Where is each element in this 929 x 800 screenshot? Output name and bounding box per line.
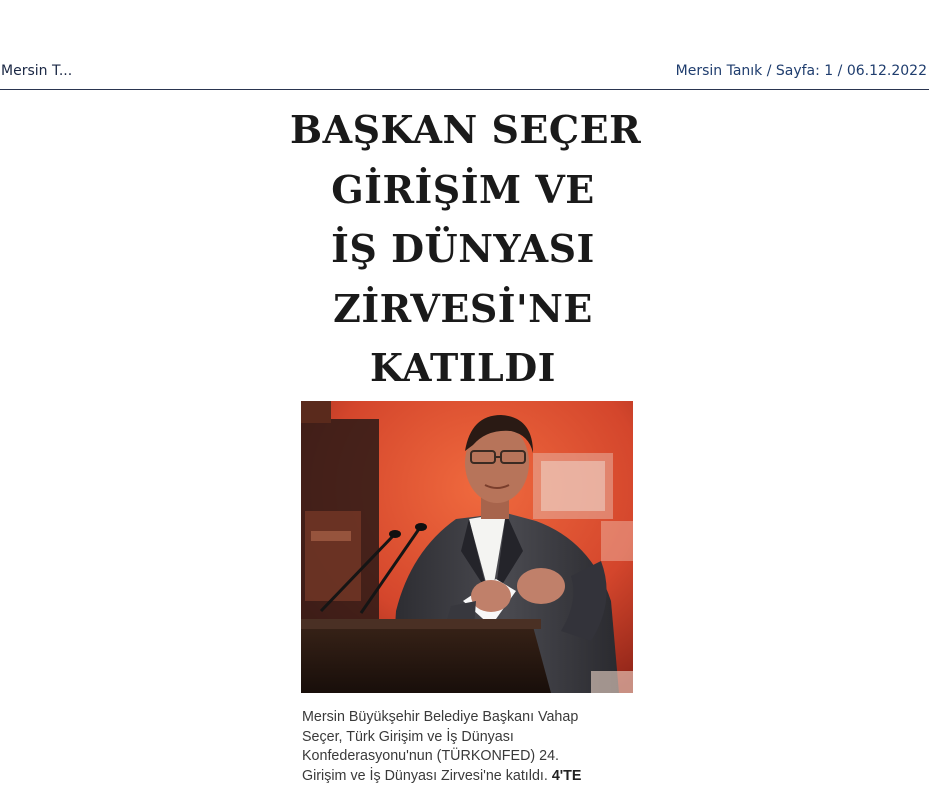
caption-line: [302, 767, 642, 787]
headline: [290, 100, 642, 398]
caption-line: Konfederasyonu'nun (TÜRKONFED) 24.: [302, 748, 560, 765]
headline-line: BAŞKAN SEÇER: [290, 107, 642, 152]
source-name: Mersin T...: [1, 63, 73, 79]
speaker-photo: [301, 401, 633, 693]
photo-caption: [302, 708, 642, 786]
clipping-header: [0, 58, 929, 90]
headline-line: İŞ DÜNYASI: [331, 226, 595, 271]
headline-line: GİRİŞİM VE: [331, 166, 595, 212]
headline-line: KATILDI: [370, 345, 556, 390]
caption-line: Seçer, Türk Girişim ve İş Dünyası: [302, 728, 514, 745]
source-page-date: Mersin Tanık / Sayfa: 1 / 06.12.2022: [675, 63, 927, 79]
caption-line: Mersin Büyükşehir Belediye Başkanı Vahap: [302, 709, 579, 725]
caption-line-text: Girişim ve İş Dünyası Zirvesi'ne katıldı.: [302, 767, 548, 784]
page-reference: 4'TE: [551, 767, 582, 784]
headline-line: ZİRVESİ'NE: [333, 285, 593, 331]
